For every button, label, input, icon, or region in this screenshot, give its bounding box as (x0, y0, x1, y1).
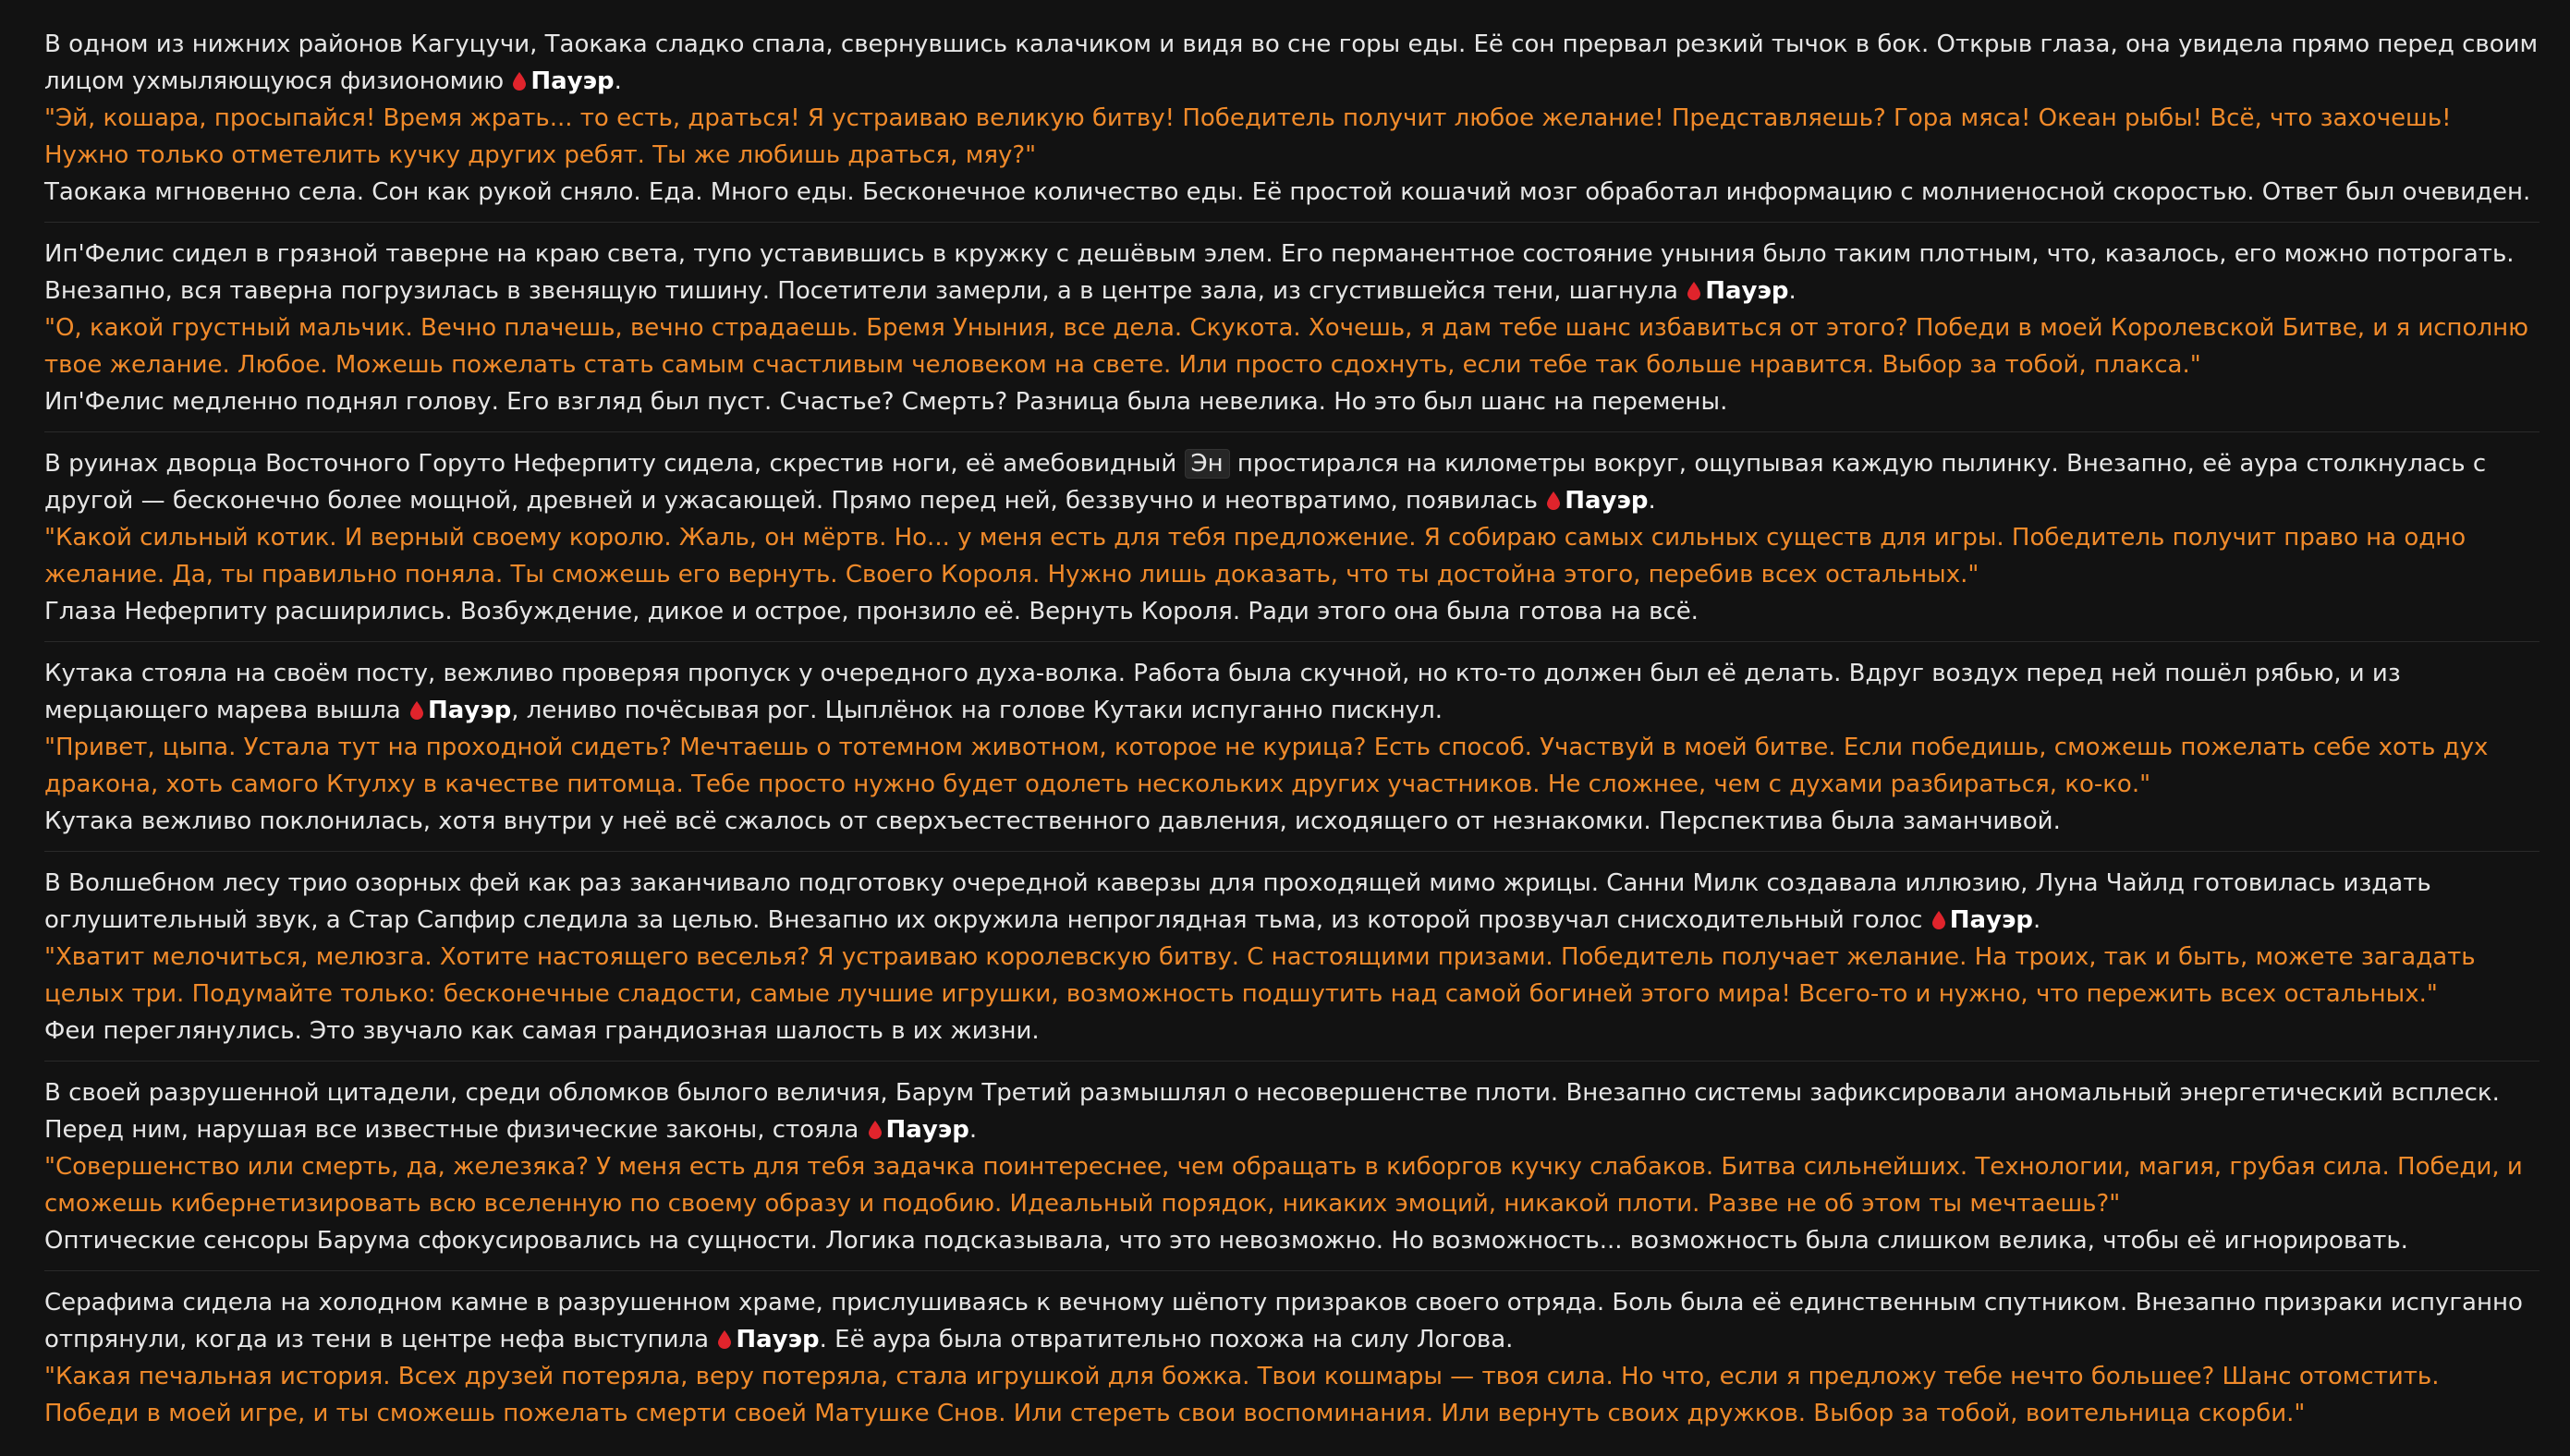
character-speech: "Эй, кошара, просыпайся! Время жрать... то есть, драться! Я устраиваю великую битву! Победитель получит любое желание! Представляешь? Гора мяса! Океан рыбы! Всё, что захочешь! Нужно только отметелить кучку других ребят. Ты же любишь драться, мяу?" (44, 104, 2452, 169)
character-name: Пауэр (736, 1326, 820, 1353)
blood-drop-icon (1547, 491, 1560, 510)
character-name: Пауэр (530, 67, 615, 95)
story-entry (44, 236, 2540, 432)
inline-code-chip: Эн (1185, 449, 1230, 479)
character-name: Пауэр (1565, 487, 1649, 515)
story-entry (44, 1284, 2540, 1443)
character-name: Пауэр (885, 1116, 969, 1144)
character-name: Пауэр (1949, 906, 2033, 934)
narration: В руинах дворца Восточного Горуто Неферпиту сидела, скрестив ноги, её амебовидный Эн простирался на километры вокруг, ощупывая каждую пылинку. Внезапно, её аура столкнулась с другой — бесконечно более мощной, древней и ужасающей. Прямо перед ней, беззвучно и неотвратимо, появилась Пауэр. (44, 450, 2487, 515)
blood-drop-icon (410, 701, 423, 720)
story-entry (44, 865, 2540, 1062)
character-speech: "Хватит мелочиться, мелюзга. Хотите настоящего веселья? Я устраиваю королевскую битву. С настоящими призами. Победитель получает желание. На троих, так и быть, можете загадать целых три. Подумайте только: бесконечные сладости, самые лучшие игрушки, возможность подшутить над самой богиней этого мира! Всего-то и нужно, что пережить всех остальных." (44, 943, 2476, 1008)
blood-drop-icon (1687, 282, 1700, 300)
outcome-text: Оптические сенсоры Барума сфокусировались на сущности. Логика подсказывала, что это невозможно. Но возможность... возможность была слишком велика, чтобы её игнорировать. (44, 1227, 2408, 1255)
character-speech: "Привет, цыпа. Устала тут на проходной сидеть? Мечтаешь о тотемном животном, которое не курица? Есть способ. Участвуй в моей битве. Если победишь, сможешь пожелать себе хоть дух дракона, хоть самого Ктулху в качестве питомца. Тебе просто нужно будет одолеть нескольких других участников. Не сложнее, чем с духами разбираться, ко-ко." (44, 734, 2489, 798)
blood-drop-icon (513, 72, 526, 91)
character-speech: "Какой сильный котик. И верный своему королю. Жаль, он мёртв. Но... у меня есть для тебя предложение. Я собираю самых сильных существ для игры. Победитель получит право на одно желание. Да, ты правильно поняла. Ты сможешь его вернуть. Своего Короля. Нужно лишь доказать, что ты достойна этого, перебив всех остальных." (44, 524, 2466, 588)
narration: Серафима сидела на холодном камне в разрушенном храме, прислушиваясь к вечному шёпоту призраков своего отряда. Боль была её единственным спутником. Внезапно призраки испуганно отпрянули, когда из тени в центре нефа выступила Пауэр. Её аура была отвратительно похожа на силу Логова. (44, 1289, 2523, 1353)
outcome-text: Кутака вежливо поклонилась, хотя внутри у неё всё сжалось от сверхъестественного давления, исходящего от незнакомки. Перспектива была заманчивой. (44, 807, 2061, 835)
narration: В Волшебном лесу трио озорных фей как раз заканчивало подготовку очередной каверзы для проходящей мимо жрицы. Санни Милк создавала иллюзию, Луна Чайлд готовилась издать оглушительный звук, а Стар Сапфир следила за целью. Внезапно их окружила непроглядная тьма, из которой прозвучал снисходительный голос Пауэр. (44, 869, 2431, 934)
outcome-text: Ип'Фелис медленно поднял голову. Его взгляд был пуст. Счастье? Смерть? Разница была невелика. Но это был шанс на перемены. (44, 388, 1728, 416)
character-speech: "Какая печальная история. Всех друзей потеряла, веру потеряла, стала игрушкой для божка. Твои кошмары — твоя сила. Но что, если я предложу тебе нечто большее? Шанс отомстить. Победи в моей игре, и ты сможешь пожелать смерти своей Матушке Снов. Или стереть свои воспоминания. Или вернуть своих дружков. Выбор за тобой, воительница скорби." (44, 1363, 2440, 1427)
character-name: Пауэр (1705, 277, 1789, 305)
story-entry (44, 445, 2540, 642)
narration: В своей разрушенной цитадели, среди обломков былого величия, Барум Третий размышлял о несовершенстве плоти. Внезапно системы зафиксировали аномальный энергетический всплеск. Перед ним, нарушая все известные физические законы, стояла Пауэр. (44, 1079, 2500, 1144)
blood-drop-icon (869, 1121, 882, 1139)
outcome-text: Глаза Неферпиту расширились. Возбуждение, дикое и острое, пронзило её. Вернуть Короля. Ради этого она была готова на всё. (44, 598, 1699, 625)
story-entry (44, 1074, 2540, 1271)
narration: Кутака стояла на своём посту, вежливо проверяя пропуск у очередного духа-волка. Работа была скучной, но кто-то должен был её делать. Вдруг воздух перед ней пошёл рябью, и из мерцающего марева вышла Пауэр, лениво почёсывая рог. Цыплёнок на голове Кутаки испуганно пискнул. (44, 660, 2401, 724)
outcome-text: Таокака мгновенно села. Сон как рукой сняло. Еда. Много еды. Бесконечное количество еды. Её простой кошачий мозг обработал информацию с молниеносной скоростью. Ответ был очевиден. (44, 178, 2531, 206)
narration: Ип'Фелис сидел в грязной таверне на краю света, тупо уставившись в кружку с дешёвым элем. Его перманентное состояние уныния было таким плотным, что, казалось, его можно потрогать. Внезапно, вся таверна погрузилась в звенящую тишину. Посетители замерли, а в центре зала, из сгустившейся тени, шагнула Пауэр. (44, 240, 2515, 305)
blood-drop-icon (718, 1330, 731, 1349)
blood-drop-icon (1932, 911, 1945, 929)
story-entry (44, 655, 2540, 852)
narration: В одном из нижних районов Кагуцучи, Таокака сладко спала, свернувшись калачиком и видя во сне горы еды. Её сон прервал резкий тычок в бок. Открыв глаза, она увидела прямо перед своим лицом ухмыляющуюся физиономию Пауэр. (44, 30, 2539, 95)
character-name: Пауэр (427, 697, 512, 724)
story-feed (44, 26, 2540, 1456)
outcome-text: Феи переглянулись. Это звучало как самая грандиозная шалость в их жизни. (44, 1017, 1040, 1045)
story-entry (44, 26, 2540, 223)
character-speech: "О, какой грустный мальчик. Вечно плачешь, вечно страдаешь. Бремя Уныния, все дела. Скукота. Хочешь, я дам тебе шанс избавиться от этого? Победи в моей Королевской Битве, и я исполню твое желание. Любое. Можешь пожелать стать самым счастливым человеком на свете. Или просто сдохнуть, если тебе так больше нравится. Выбор за тобой, плакса." (44, 314, 2528, 379)
character-speech: "Совершенство или смерть, да, железяка? У меня есть для тебя задачка поинтереснее, чем обращать в киборгов кучку слабаков. Битва сильнейших. Технологии, магия, грубая сила. Победи, и сможешь кибернетизировать всю вселенную по своему образу и подобию. Идеальный порядок, никаких эмоций, никакой плоти. Разве не об этом ты мечтаешь?" (44, 1153, 2523, 1218)
